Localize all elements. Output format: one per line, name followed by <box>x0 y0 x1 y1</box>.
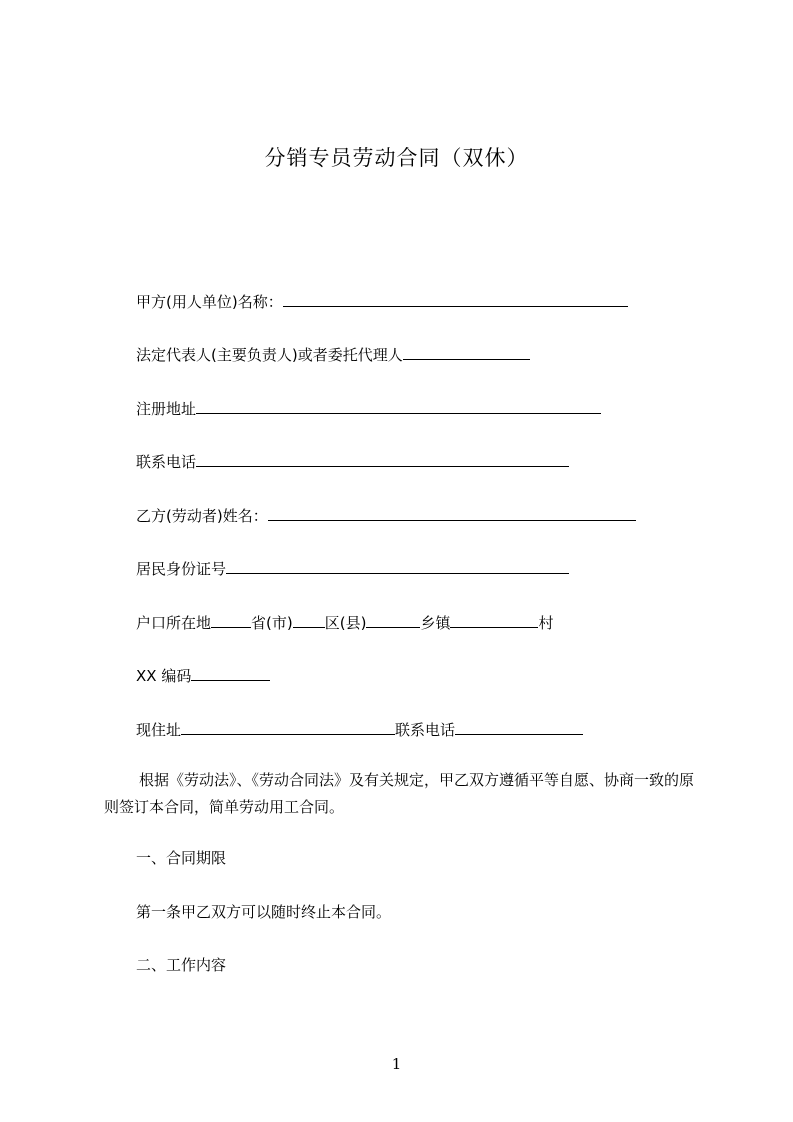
hukou-village-label: 村 <box>538 614 554 632</box>
hukou-province-blank[interactable] <box>211 612 251 628</box>
party-a-name-blank[interactable] <box>283 291 628 307</box>
hukou-village-blank[interactable] <box>450 612 538 628</box>
hukou-province-label: 省(市) <box>251 614 293 632</box>
contact-phone-blank[interactable] <box>196 451 569 467</box>
hukou-district-blank[interactable] <box>293 612 325 628</box>
current-phone-blank[interactable] <box>455 719 583 735</box>
current-phone-label: 联系电话 <box>395 721 456 739</box>
postcode-line <box>136 665 270 686</box>
current-address-line <box>136 719 583 740</box>
reg-address-blank[interactable] <box>196 398 601 414</box>
party-a-name-line <box>136 291 628 312</box>
section1-heading: 一、合同期限 <box>136 849 227 867</box>
contact-phone-label: 联系电话 <box>136 453 197 471</box>
hukou-district-label: 区(县) <box>324 614 367 632</box>
id-number-blank[interactable] <box>226 558 569 574</box>
reg-address-label: 注册地址 <box>136 400 197 418</box>
contact-phone-line <box>136 451 569 472</box>
intro-paragraph <box>104 767 704 821</box>
current-address-blank[interactable] <box>181 719 395 735</box>
current-address-label: 现住址 <box>136 721 182 739</box>
hukou-town-blank[interactable] <box>366 612 420 628</box>
id-number-label: 居民身份证号 <box>136 560 227 578</box>
postcode-blank[interactable] <box>191 665 270 681</box>
party-a-name-label: 甲方(用人单位)名称： <box>136 293 283 311</box>
legal-rep-label: 法定代表人(主要负责人)或者委托代理人 <box>136 346 403 364</box>
hukou-town-label: 乡镇 <box>420 614 451 632</box>
page-number: 1 <box>391 1055 402 1073</box>
id-number-line <box>136 558 569 579</box>
hukou-line <box>136 612 553 633</box>
party-b-name-line <box>136 505 636 526</box>
party-b-name-label: 乙方(劳动者)姓名： <box>136 507 268 525</box>
hukou-label: 户口所在地 <box>136 614 212 632</box>
document-title: 分销专员劳动合同（双休） <box>264 146 529 170</box>
party-b-name-blank[interactable] <box>268 505 636 521</box>
legal-rep-blank[interactable] <box>403 344 530 360</box>
section2-heading: 二、工作内容 <box>136 956 227 974</box>
legal-rep-line <box>136 344 530 365</box>
reg-address-line <box>136 398 601 419</box>
intro-paragraph-text: 根据《劳动法》、《劳动合同法》及有关规定，甲乙双方遵循平等自愿、协商一致的原则签订本合同，简单劳动用工合同。 <box>104 771 695 816</box>
article1-text: 第一条甲乙双方可以随时终止本合同。 <box>136 903 392 921</box>
postcode-label: XX 编码 <box>136 667 192 685</box>
